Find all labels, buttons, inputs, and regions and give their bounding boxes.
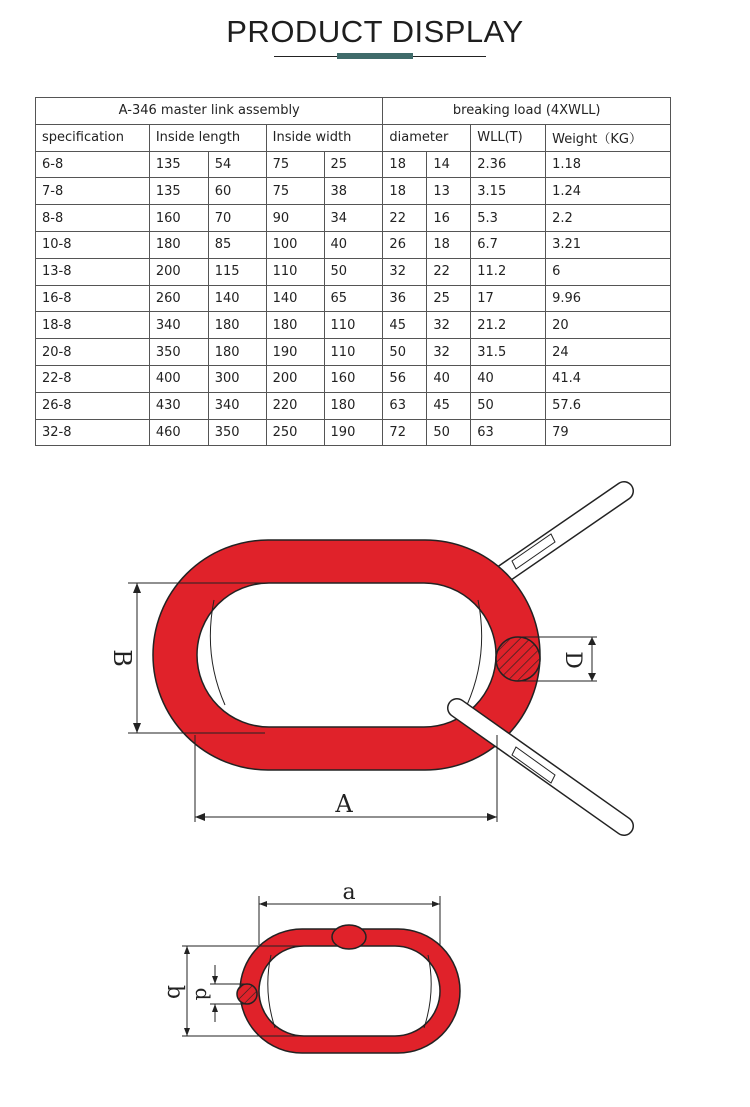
- table-cell: 460: [149, 419, 208, 446]
- table-cell: 6.7: [471, 231, 546, 258]
- table-cell: 25: [324, 151, 383, 178]
- table-cell: 20-8: [36, 339, 150, 366]
- table-cell: 63: [471, 419, 546, 446]
- table-cell: 8-8: [36, 205, 150, 232]
- table-cell: 50: [471, 392, 546, 419]
- table-cell: 85: [208, 231, 266, 258]
- dimension-label-b: b: [162, 984, 187, 1000]
- table-cell: 340: [208, 392, 266, 419]
- table-cell: 160: [324, 365, 383, 392]
- table-cell: 38: [324, 178, 383, 205]
- table-cell: 54: [208, 151, 266, 178]
- dimension-label-D: D: [560, 651, 585, 669]
- table-cell: 16-8: [36, 285, 150, 312]
- caption-right: breaking load (4XWLL): [383, 98, 671, 125]
- table-cell: 180: [149, 231, 208, 258]
- table-cell: 110: [266, 258, 324, 285]
- table-cell: 32: [427, 312, 471, 339]
- table-cell: 11.2: [471, 258, 546, 285]
- table-cell: 3.21: [546, 231, 671, 258]
- table-cell: 350: [149, 339, 208, 366]
- table-cell: 65: [324, 285, 383, 312]
- table-cell: 17: [471, 285, 546, 312]
- table-cell: 36: [383, 285, 427, 312]
- table-cell: 41.4: [546, 365, 671, 392]
- table-cell: 260: [149, 285, 208, 312]
- lower-sub-link: [457, 708, 624, 826]
- table-cell: 16: [427, 205, 471, 232]
- table-cell: 190: [266, 339, 324, 366]
- dimension-label-a: a: [342, 880, 356, 905]
- table-cell: 70: [208, 205, 266, 232]
- table-cell: 20: [546, 312, 671, 339]
- table-cell: 63: [383, 392, 427, 419]
- caption-left: A-346 master link assembly: [36, 98, 383, 125]
- cross-section-hatch-main: [496, 637, 540, 681]
- table-cell: 10-8: [36, 231, 150, 258]
- table-cell: 24: [546, 339, 671, 366]
- table-cell: 340: [149, 312, 208, 339]
- table-cell: 50: [324, 258, 383, 285]
- table-cell: 135: [149, 151, 208, 178]
- table-cell: 5.3: [471, 205, 546, 232]
- table-cell: 430: [149, 392, 208, 419]
- table-cell: 50: [427, 419, 471, 446]
- table-cell: 110: [324, 339, 383, 366]
- table-cell: 140: [208, 285, 266, 312]
- table-cell: 180: [208, 312, 266, 339]
- table-cell: 90: [266, 205, 324, 232]
- table-cell: 60: [208, 178, 266, 205]
- header-weight: Weight（KG）: [546, 124, 671, 151]
- header-inside-length: Inside length: [149, 124, 266, 151]
- table-cell: 18: [383, 151, 427, 178]
- dimension-label-d: d: [191, 987, 215, 1001]
- table-cell: 135: [149, 178, 208, 205]
- table-cell: 26: [383, 231, 427, 258]
- table-cell: 110: [324, 312, 383, 339]
- table-cell: 32: [427, 339, 471, 366]
- table-cell: 72: [383, 419, 427, 446]
- table-cell: 21.2: [471, 312, 546, 339]
- table-cell: 18-8: [36, 312, 150, 339]
- table-cell: 400: [149, 365, 208, 392]
- cross-section-hatch-small: [237, 984, 257, 1004]
- table-cell: 160: [149, 205, 208, 232]
- table-cell: 45: [427, 392, 471, 419]
- table-cell: 45: [383, 312, 427, 339]
- header-diameter: diameter: [383, 124, 471, 151]
- table-cell: 3.15: [471, 178, 546, 205]
- table-cell: 32-8: [36, 419, 150, 446]
- table-cell: 350: [208, 419, 266, 446]
- table-cell: 40: [471, 365, 546, 392]
- table-cell: 32: [383, 258, 427, 285]
- table-cell: 75: [266, 151, 324, 178]
- table-cell: 9.96: [546, 285, 671, 312]
- table-cell: 2.36: [471, 151, 546, 178]
- table-cell: 1.18: [546, 151, 671, 178]
- table-cell: 22-8: [36, 365, 150, 392]
- table-cell: 50: [383, 339, 427, 366]
- table-cell: 190: [324, 419, 383, 446]
- table-cell: 6: [546, 258, 671, 285]
- table-cell: 2.2: [546, 205, 671, 232]
- dimension-label-A: A: [335, 790, 353, 818]
- table-cell: 220: [266, 392, 324, 419]
- table-cell: 14: [427, 151, 471, 178]
- table-cell: 300: [208, 365, 266, 392]
- table-cell: 115: [208, 258, 266, 285]
- table-cell: 22: [383, 205, 427, 232]
- header-wll: WLL(T): [471, 124, 546, 151]
- header-inside-width: Inside width: [266, 124, 383, 151]
- table-cell: 40: [427, 365, 471, 392]
- table-cell: 250: [266, 419, 324, 446]
- table-cell: 7-8: [36, 178, 150, 205]
- table-cell: 56: [383, 365, 427, 392]
- table-cell: 6-8: [36, 151, 150, 178]
- table-cell: 40: [324, 231, 383, 258]
- table-cell: 57.6: [546, 392, 671, 419]
- table-cell: 18: [427, 231, 471, 258]
- table-cell: 13: [427, 178, 471, 205]
- table-cell: 26-8: [36, 392, 150, 419]
- table-cell: 180: [208, 339, 266, 366]
- table-cell: 22: [427, 258, 471, 285]
- table-cell: 25: [427, 285, 471, 312]
- table-cell: 13-8: [36, 258, 150, 285]
- header-specification: specification: [36, 124, 150, 151]
- table-cell: 180: [324, 392, 383, 419]
- table-cell: 1.24: [546, 178, 671, 205]
- table-cell: 79: [546, 419, 671, 446]
- page-title: PRODUCT DISPLAY: [226, 14, 524, 49]
- table-cell: 180: [266, 312, 324, 339]
- table-cell: 200: [149, 258, 208, 285]
- table-cell: 34: [324, 205, 383, 232]
- table-cell: 75: [266, 178, 324, 205]
- table-cell: 18: [383, 178, 427, 205]
- table-cell: 31.5: [471, 339, 546, 366]
- dimension-label-B: B: [108, 649, 136, 667]
- table-cell: 200: [266, 365, 324, 392]
- weld-bulge: [332, 925, 366, 949]
- table-cell: 140: [266, 285, 324, 312]
- table-cell: 100: [266, 231, 324, 258]
